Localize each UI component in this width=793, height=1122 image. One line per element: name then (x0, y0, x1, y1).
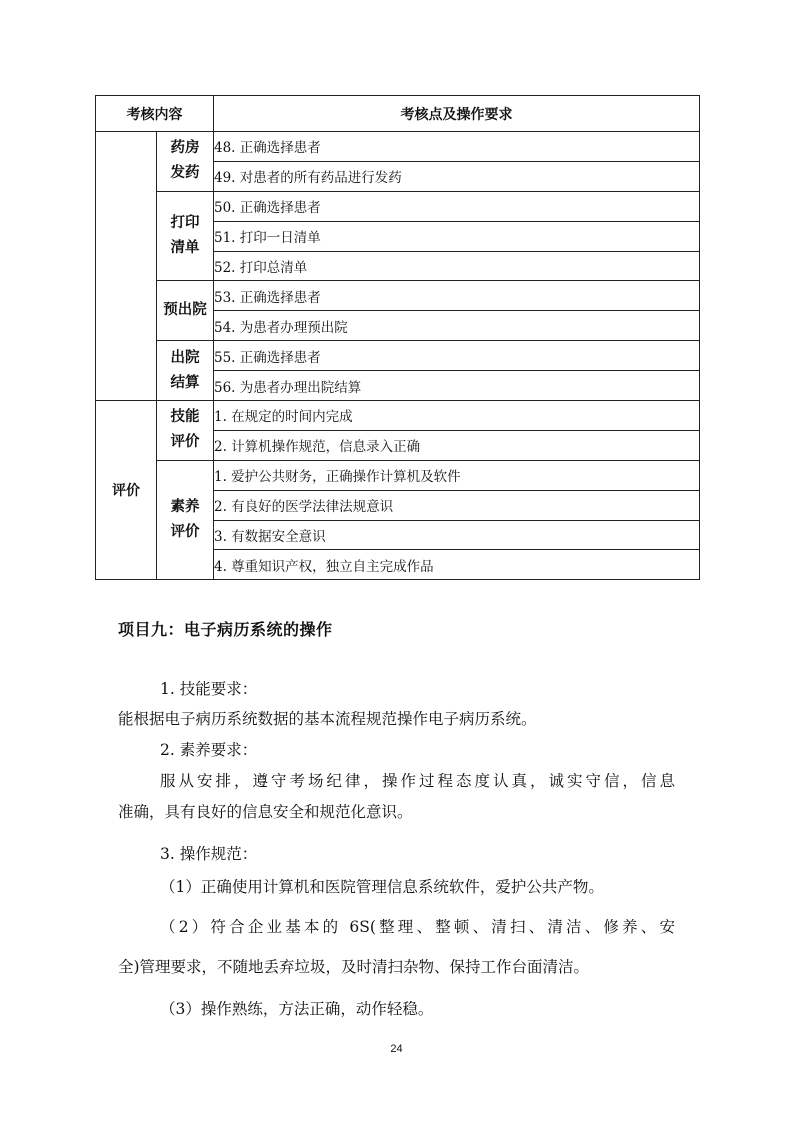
requirement-item: 51. 打印一日清单 (214, 221, 700, 251)
category-cell-blank (96, 132, 157, 401)
exam-requirements-table (95, 95, 700, 580)
header-assessment-content: 考核内容 (96, 96, 214, 132)
quality-requirement-text-line2: 准确，具有良好的信息安全和规范化意识。 (118, 803, 413, 821)
requirement-item: 49. 对患者的所有药品进行发药 (214, 161, 700, 191)
subcategory-skill-evaluation (157, 401, 214, 461)
requirement-item: 56. 为患者办理出院结算 (214, 371, 700, 401)
subcategory-label: 技能 (170, 409, 200, 426)
subcategory-label: 清单 (170, 240, 200, 257)
quality-requirement-text-line1: 服从安排，遵守考场纪律，操作过程态度认真，诚实守信，信息 (160, 772, 675, 790)
subcategory-label: 出院 (170, 349, 200, 366)
page-number: 24 (390, 1043, 403, 1055)
subcategory-pharmacy (157, 132, 214, 192)
requirement-item: 1. 爱护公共财务，正确操作计算机及软件 (214, 460, 700, 490)
requirement-item: 48. 正确选择患者 (214, 132, 700, 162)
subcategory-label: 药房 (170, 140, 200, 157)
table-row (96, 460, 700, 490)
requirement-item: 1. 在规定的时间内完成 (214, 401, 700, 431)
subcategory-label: 素养 (170, 499, 200, 516)
requirement-item: 3. 有数据安全意识 (214, 520, 700, 550)
operation-standard-item-2-line1: （2）符合企业基本的 6S(整理、整顿、清扫、清洁、修养、安 (160, 918, 675, 936)
header-assessment-points: 考核点及操作要求 (214, 96, 700, 132)
subcategory-print (157, 191, 214, 281)
subcategory-quality-evaluation (157, 460, 214, 580)
category-evaluation: 评价 (96, 401, 157, 580)
table-row (96, 281, 700, 311)
operation-standard-heading: 3. 操作规范： (160, 845, 258, 863)
table-row (96, 191, 700, 221)
quality-requirement-heading: 2. 素养要求： (160, 741, 258, 759)
skill-requirement-text: 能根据电子病历系统数据的基本流程规范操作电子病历系统。 (118, 710, 537, 728)
table-header-row (96, 96, 700, 132)
requirement-item: 53. 正确选择患者 (214, 281, 700, 311)
subcategory-label: 打印 (170, 215, 200, 232)
requirement-item: 4. 尊重知识产权，独立自主完成作品 (214, 550, 700, 580)
table-row (96, 341, 700, 371)
requirement-item: 50. 正确选择患者 (214, 191, 700, 221)
subcategory-label: 预出院 (163, 302, 207, 319)
requirement-item: 2. 计算机操作规范，信息录入正确 (214, 430, 700, 460)
requirement-item: 54. 为患者办理预出院 (214, 311, 700, 341)
subcategory-label: 评价 (170, 434, 200, 451)
table-row (96, 132, 700, 162)
subcategory-label: 评价 (170, 524, 200, 541)
subcategory-label: 发药 (170, 165, 200, 182)
subcategory-discharge (157, 341, 214, 401)
subcategory-pre-discharge (157, 281, 214, 341)
operation-standard-item-3: （3）操作熟练，方法正确，动作轻稳。 (160, 1000, 434, 1018)
skill-requirement-heading: 1. 技能要求： (160, 680, 258, 698)
requirement-item: 55. 正确选择患者 (214, 341, 700, 371)
section-title: 项目九：电子病历系统的操作 (118, 620, 333, 639)
requirement-item: 2. 有良好的医学法律法规意识 (214, 490, 700, 520)
operation-standard-item-1: （1）正确使用计算机和医院管理信息系统软件，爱护公共产物。 (160, 878, 604, 896)
requirement-item: 52. 打印总清单 (214, 251, 700, 281)
subcategory-label: 结算 (170, 374, 200, 391)
operation-standard-item-2-line2: 全)管理要求，不随地丢弃垃圾，及时清扫杂物、保持工作台面清洁。 (118, 958, 590, 976)
table-row (96, 401, 700, 431)
